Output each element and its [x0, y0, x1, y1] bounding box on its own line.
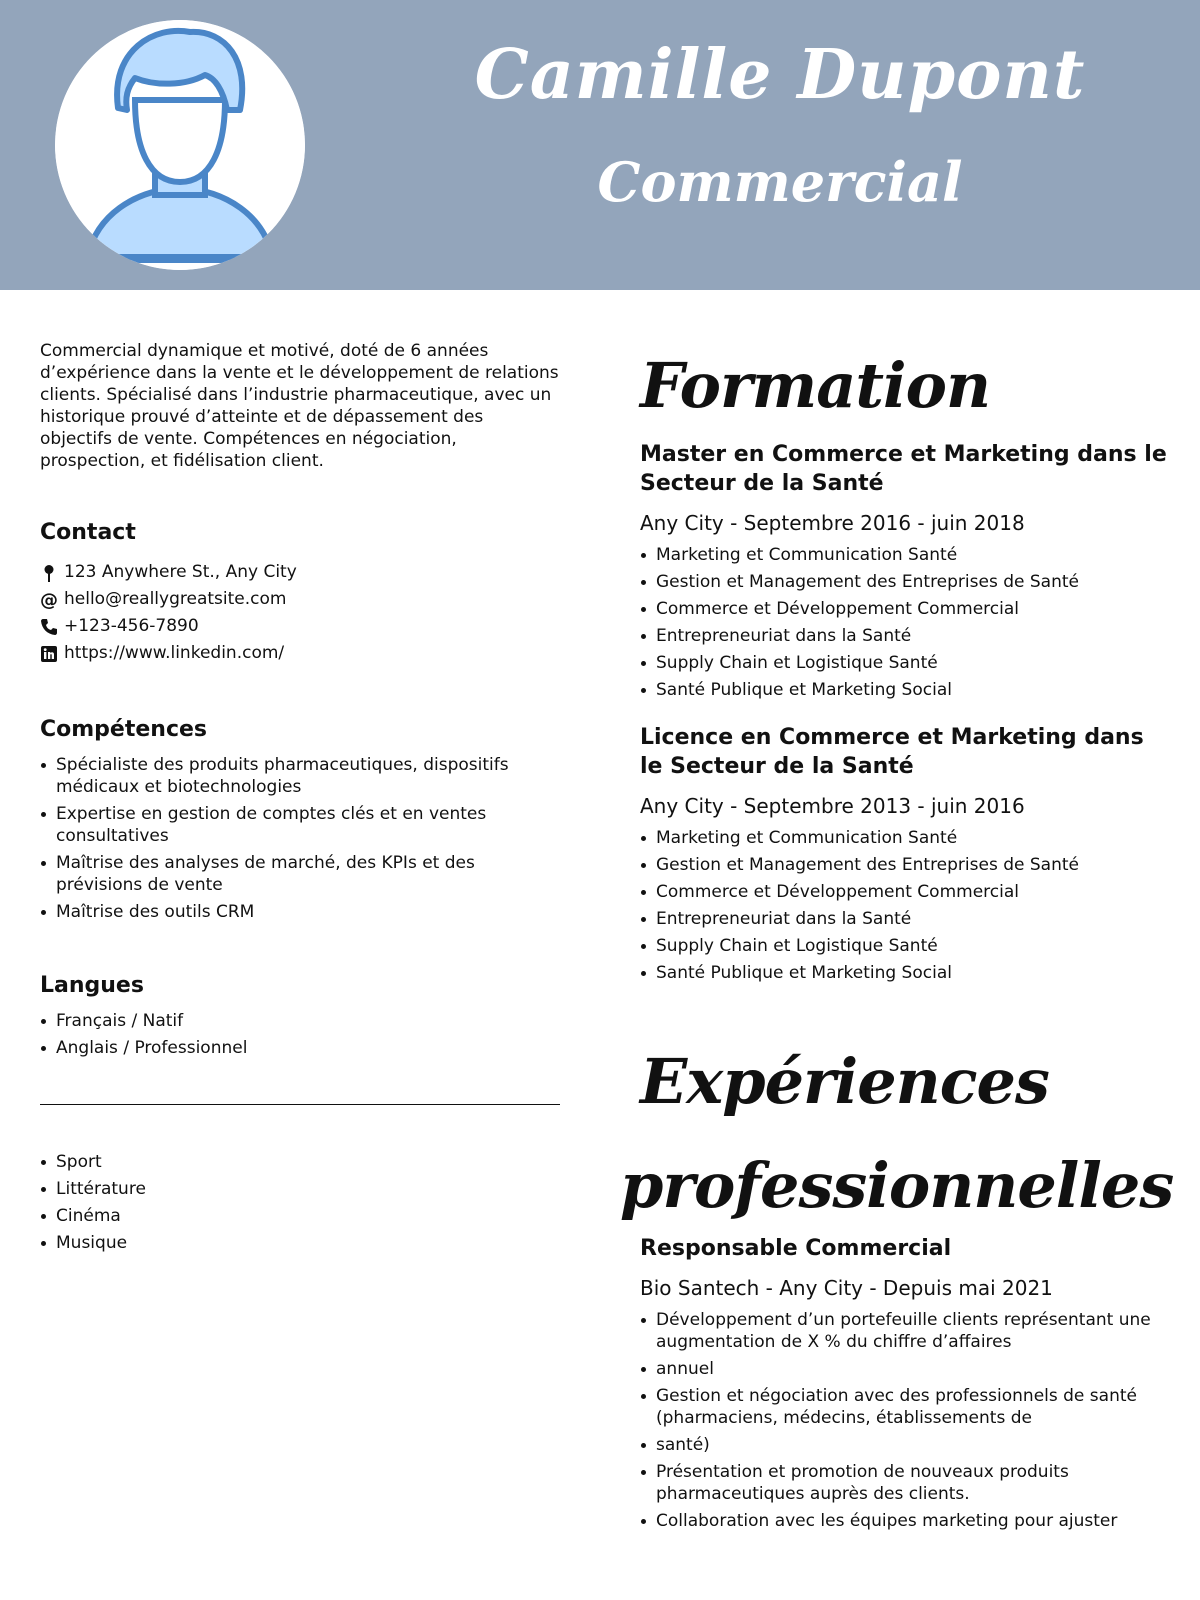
list-item: Marketing et Communication Santé [640, 544, 1170, 566]
list-item: Santé Publique et Marketing Social [640, 962, 1170, 984]
skills-heading: Compétences [40, 717, 208, 742]
job-title: Responsable Commercial [640, 1236, 952, 1261]
profile-photo [55, 20, 305, 270]
list-item: Gestion et négociation avec des professionnels de santé (pharmaciens, médecins, établissements de [640, 1385, 1170, 1429]
degree-entry [640, 723, 1170, 984]
degree-title: Master en Commerce et Marketing dans le Secteur de la Santé [640, 442, 1167, 496]
list-item: Développement d’un portefeuille clients représentant une augmentation de X % du chiffre d’affaires [640, 1309, 1170, 1353]
candidate-job-title: Commercial [597, 150, 963, 214]
list-item: Musique [40, 1232, 560, 1254]
phone-text[interactable]: +123-456-7890 [64, 616, 199, 636]
list-item: Collaboration avec les équipes marketing pour ajuster [640, 1510, 1170, 1532]
linkedin-icon [40, 645, 58, 663]
degree-meta: Any City - Septembre 2013 - juin 2016 [640, 794, 1025, 818]
list-item: Anglais / Professionnel [40, 1037, 560, 1059]
list-item: Marketing et Communication Santé [640, 827, 1170, 849]
courses-list [640, 544, 1170, 701]
list-item: Commerce et Développement Commercial [640, 598, 1170, 620]
skills-list [40, 754, 560, 923]
degree-title: Licence en Commerce et Marketing dans le Secteur de la Santé [640, 725, 1144, 779]
left-column [40, 340, 560, 1259]
section-divider [40, 1104, 560, 1105]
user-avatar-icon [55, 20, 305, 270]
list-item: Expertise en gestion de comptes clés et en ventes consultatives [40, 803, 560, 847]
education-heading: Formation [640, 349, 991, 422]
list-item: Gestion et Management des Entreprises de Santé [640, 571, 1170, 593]
languages-list [40, 1010, 560, 1059]
experience-heading-line1: Expériences [640, 1045, 1049, 1118]
contact-list [40, 559, 560, 667]
candidate-name: Camille Dupont [474, 35, 1086, 115]
map-pin-icon [40, 564, 58, 582]
svg-text:@: @ [40, 590, 58, 609]
linkedin-link[interactable]: https://www.linkedin.com/ [64, 643, 285, 663]
contact-email[interactable] [40, 586, 560, 613]
tasks-list [640, 1309, 1170, 1532]
list-item: Littérature [40, 1178, 560, 1200]
contact-linkedin[interactable] [40, 640, 560, 667]
list-item: Supply Chain et Logistique Santé [640, 935, 1170, 957]
list-item: Maîtrise des outils CRM [40, 901, 560, 923]
courses-list [640, 827, 1170, 984]
degree-meta: Any City - Septembre 2016 - juin 2018 [640, 511, 1025, 535]
email-link[interactable]: hello@reallygreatsite.com [64, 589, 287, 609]
contact-address [40, 559, 560, 586]
list-item: Français / Natif [40, 1010, 560, 1032]
header-banner [0, 0, 1200, 290]
profile-summary: Commercial dynamique et motivé, doté de 6 années d’expérience dans la vente et le développement de relations clients. Spécialisé dans l’industrie pharmaceutique, avec un historique prouvé d’atteinte et de dépassement des objectifs de vente. Compétences en négociation, prospection, et fidélisation client. [40, 341, 559, 471]
list-item: Gestion et Management des Entreprises de Santé [640, 854, 1170, 876]
degree-entry [640, 440, 1170, 701]
list-item: Supply Chain et Logistique Santé [640, 652, 1170, 674]
list-item: santé) [640, 1434, 1170, 1456]
list-item: Sport [40, 1151, 560, 1173]
list-item: Présentation et promotion de nouveaux produits pharmaceutiques auprès des clients. [640, 1461, 1170, 1505]
experience-heading-line2: professionnelles [620, 1149, 1174, 1222]
job-meta: Bio Santech - Any City - Depuis mai 2021 [640, 1276, 1053, 1300]
list-item: Entrepreneuriat dans la Santé [640, 625, 1170, 647]
list-item: Cinéma [40, 1205, 560, 1227]
interests-list [40, 1151, 560, 1254]
list-item: Maîtrise des analyses de marché, des KPIs et des prévisions de vente [40, 852, 560, 896]
right-column [620, 340, 1174, 1537]
list-item: annuel [640, 1358, 1170, 1380]
at-sign-icon [40, 591, 58, 609]
list-item: Spécialiste des produits pharmaceutiques, dispositifs médicaux et biotechnologies [40, 754, 560, 798]
contact-phone[interactable] [40, 613, 560, 640]
phone-icon [40, 618, 58, 636]
address-text: 123 Anywhere St., Any City [64, 562, 297, 582]
job-entry [640, 1234, 1170, 1532]
list-item: Commerce et Développement Commercial [640, 881, 1170, 903]
contact-heading: Contact [40, 520, 136, 545]
languages-heading: Langues [40, 973, 144, 998]
list-item: Santé Publique et Marketing Social [640, 679, 1170, 701]
list-item: Entrepreneuriat dans la Santé [640, 908, 1170, 930]
